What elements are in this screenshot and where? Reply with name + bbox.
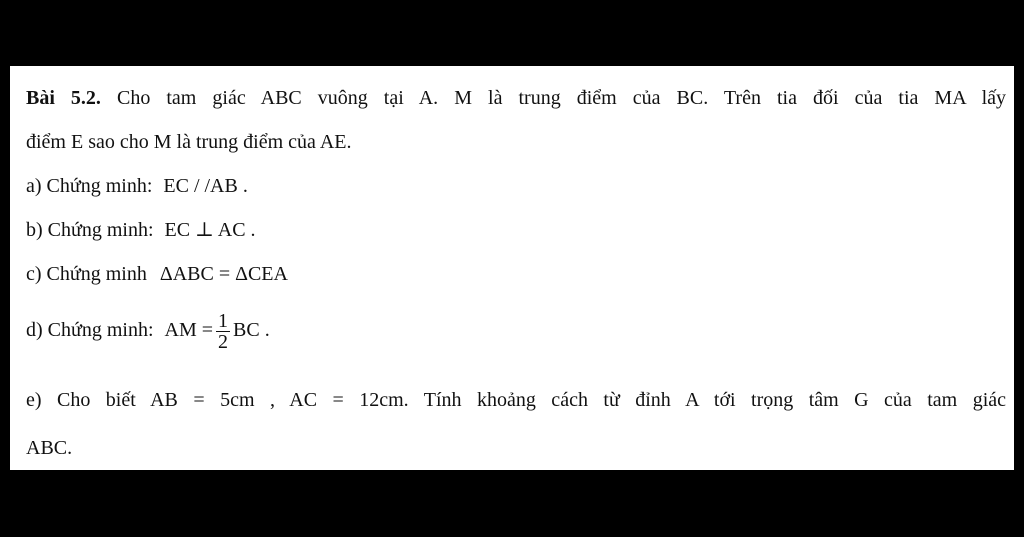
part-c bbox=[26, 262, 288, 286]
problem-intro-text: Cho tam giác ABC vuông tại A. M là trung điểm của BC. Trên tia đối của tia MA lấy bbox=[116, 87, 1007, 109]
part-c-expression: ΔABC = ΔCEA bbox=[159, 263, 288, 285]
document-page bbox=[10, 66, 1014, 470]
part-d-expression-left: AM = bbox=[164, 319, 214, 341]
problem-heading: Bài 5.2. bbox=[26, 87, 101, 109]
part-e-line-1: e) Cho biết AB = 5cm , AC = 12cm. Tính khoảng cách từ đỉnh A tới trọng tâm G của tam giác bbox=[26, 389, 1006, 411]
problem-intro-line-1 bbox=[26, 86, 1006, 110]
part-a-expression: EC / /AB . bbox=[163, 175, 248, 197]
fraction-denominator: 2 bbox=[218, 330, 229, 353]
part-c-label: c) Chứng minh bbox=[26, 263, 147, 285]
part-a-label: a) Chứng minh: bbox=[26, 175, 153, 197]
part-b bbox=[26, 218, 256, 242]
problem-intro-line-2: điểm E sao cho M là trung điểm của AE. bbox=[26, 131, 352, 153]
part-b-label: b) Chứng minh: bbox=[26, 219, 154, 241]
part-d bbox=[26, 308, 270, 352]
part-d-label: d) Chứng minh: bbox=[26, 319, 154, 341]
fraction-numerator: 1 bbox=[218, 309, 229, 332]
part-e-line-2: ABC. bbox=[26, 437, 73, 459]
one-half-fraction bbox=[216, 311, 230, 352]
part-b-expression: EC ⊥ AC . bbox=[164, 219, 256, 241]
part-d-expression-right: BC . bbox=[233, 319, 270, 341]
part-a bbox=[26, 174, 248, 198]
